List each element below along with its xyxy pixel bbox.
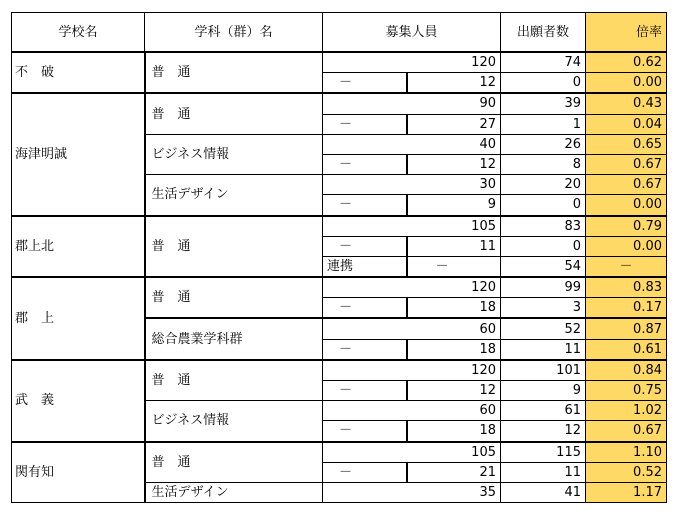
dept-name: 普 通 — [145, 360, 323, 401]
applicants-cell: 0 — [501, 236, 586, 256]
sub-mark: － — [323, 298, 407, 319]
ratio-cell: 0.67 — [586, 175, 667, 195]
dept-name: 普 通 — [145, 52, 323, 93]
applicants-cell: 11 — [501, 339, 586, 360]
header-school: 学校名 — [12, 13, 145, 53]
header-applicants: 出願者数 — [501, 13, 586, 53]
sub-mark: － — [323, 154, 407, 174]
quota-cell: 120 — [323, 52, 501, 73]
applicants-cell: 99 — [501, 277, 586, 298]
sub-mark: － — [323, 195, 407, 216]
quota-cell: 105 — [323, 442, 501, 463]
header-row — [12, 13, 667, 53]
applicants-cell: 101 — [501, 360, 586, 381]
ratio-cell: 0.75 — [586, 381, 667, 401]
ratio-cell: 0.43 — [586, 93, 667, 114]
quota-cell: 12 — [407, 381, 501, 401]
applicants-cell: 12 — [501, 421, 586, 442]
applicants-cell: 52 — [501, 318, 586, 339]
quota-cell: 18 — [407, 421, 501, 442]
quota-cell: 18 — [407, 298, 501, 319]
applicants-cell: 54 — [501, 256, 586, 277]
quota-cell: 105 — [323, 216, 501, 237]
ratio-cell: 0.61 — [586, 339, 667, 360]
sub-mark: － — [323, 339, 407, 360]
applicants-cell: 26 — [501, 134, 586, 154]
table-row — [12, 216, 667, 237]
quota-cell: 30 — [323, 175, 501, 195]
header-quota: 募集人員 — [323, 13, 501, 53]
sub-mark: － — [323, 381, 407, 401]
renkei-label: 連携 — [323, 256, 407, 277]
applicants-cell: 61 — [501, 401, 586, 421]
applicants-cell: 9 — [501, 381, 586, 401]
dept-name: ビジネス情報 — [145, 134, 323, 174]
ratio-cell: 0.00 — [586, 195, 667, 216]
ratio-cell: 1.02 — [586, 401, 667, 421]
quota-cell: 12 — [407, 73, 501, 94]
ratio-cell: 1.17 — [586, 482, 667, 502]
quota-cell: 27 — [407, 114, 501, 134]
applicants-cell: 0 — [501, 195, 586, 216]
quota-cell: 11 — [407, 236, 501, 256]
ratio-cell: 0.87 — [586, 318, 667, 339]
sub-mark: － — [323, 236, 407, 256]
quota-cell: 40 — [323, 134, 501, 154]
sub-mark: － — [323, 73, 407, 94]
school-name: 関有知 — [12, 442, 145, 503]
applicants-cell: 8 — [501, 154, 586, 174]
applicants-cell: 1 — [501, 114, 586, 134]
quota-cell: 21 — [407, 462, 501, 482]
quota-cell: 18 — [407, 339, 501, 360]
ratio-cell: 0.79 — [586, 216, 667, 237]
renkei-mark: － — [407, 256, 501, 277]
header-dept: 学科（群）名 — [145, 13, 323, 53]
applicants-cell: 3 — [501, 298, 586, 319]
school-name: 海津明誠 — [12, 93, 145, 215]
ratio-cell: 0.67 — [586, 154, 667, 174]
ratio-cell: 1.10 — [586, 442, 667, 463]
ratio-cell: 0.04 — [586, 114, 667, 134]
table-row — [12, 277, 667, 298]
ratio-cell: 0.52 — [586, 462, 667, 482]
ratio-cell: 0.84 — [586, 360, 667, 381]
table-row — [12, 52, 667, 73]
ratio-cell: 0.83 — [586, 277, 667, 298]
applicants-cell: 74 — [501, 52, 586, 73]
quota-cell: 90 — [323, 93, 501, 114]
table-row — [12, 93, 667, 114]
ratio-cell: 0.65 — [586, 134, 667, 154]
dept-name: 生活デザイン — [145, 175, 323, 216]
applicants-cell: 39 — [501, 93, 586, 114]
applicants-cell: 0 — [501, 73, 586, 94]
school-name: 武 義 — [12, 360, 145, 442]
sub-mark: － — [323, 421, 407, 442]
header-ratio: 倍率 — [586, 13, 667, 53]
dept-name: ビジネス情報 — [145, 401, 323, 442]
school-name: 郡 上 — [12, 277, 145, 360]
applicants-cell: 41 — [501, 482, 586, 502]
table-row — [12, 442, 667, 463]
quota-cell: 120 — [323, 360, 501, 381]
school-name: 郡上北 — [12, 216, 145, 278]
dept-name: 普 通 — [145, 216, 323, 278]
quota-cell: 9 — [407, 195, 501, 216]
ratio-cell: 0.62 — [586, 52, 667, 73]
ratio-cell: 0.67 — [586, 421, 667, 442]
admissions-table — [11, 12, 667, 503]
ratio-cell: 0.00 — [586, 73, 667, 94]
applicants-cell: 11 — [501, 462, 586, 482]
ratio-cell: 0.17 — [586, 298, 667, 319]
dept-name: 普 通 — [145, 442, 323, 483]
sub-mark: － — [323, 462, 407, 482]
quota-cell: 120 — [323, 277, 501, 298]
ratio-cell: 0.00 — [586, 236, 667, 256]
quota-cell: 60 — [323, 318, 501, 339]
quota-cell: 60 — [323, 401, 501, 421]
quota-cell: 12 — [407, 154, 501, 174]
dept-name: 普 通 — [145, 277, 323, 318]
dept-name: 生活デザイン — [145, 482, 323, 502]
dept-name: 総合農業学科群 — [145, 318, 323, 359]
ratio-cell: － — [586, 256, 667, 277]
sub-mark: － — [323, 114, 407, 134]
applicants-cell: 20 — [501, 175, 586, 195]
applicants-cell: 115 — [501, 442, 586, 463]
school-name: 不 破 — [12, 52, 145, 93]
quota-cell: 35 — [323, 482, 501, 502]
dept-name: 普 通 — [145, 93, 323, 134]
table-row — [12, 360, 667, 381]
applicants-cell: 83 — [501, 216, 586, 237]
